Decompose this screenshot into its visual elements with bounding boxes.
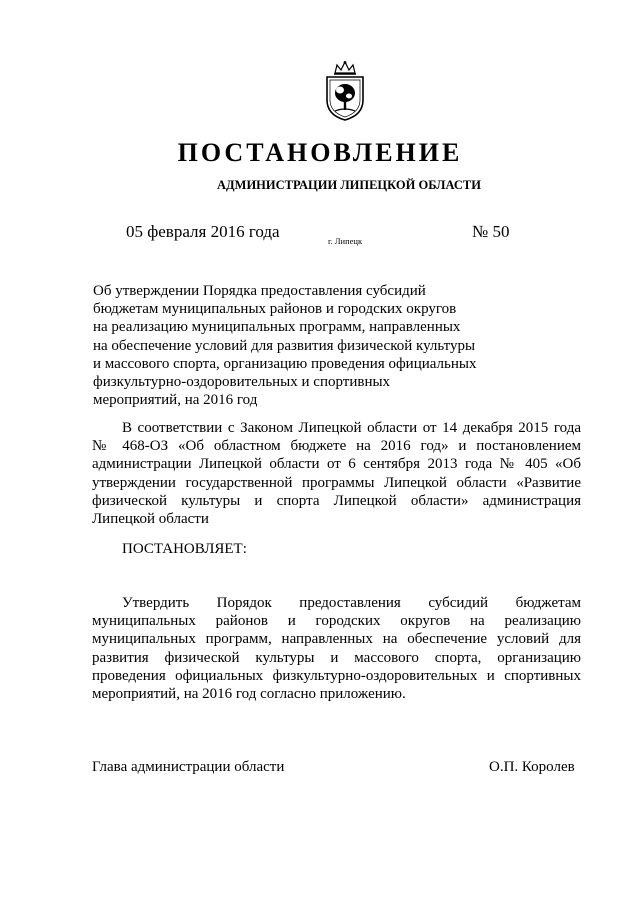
preamble-paragraph: В соответствии с Законом Липецкой области от 14 декабря 2015 года № 468-ОЗ «Об областном бюджете на 2016 год» и постановлением администрации Липецкой области от 6 сентября 2013 года № 405 «Об утверждении государственной программы Липецкой области «Развитие физической культуры и спорта Липецкой области» администрация Липецкой области [92,420,581,528]
document-title: ПОСТАНОВЛЕНИЕ [177,138,463,167]
heading-line: и массового спорта, организацию проведения официальных [93,355,477,372]
coat-of-arms-icon [323,60,367,122]
document-number: № 50 [472,222,510,241]
decree-word: ПОСТАНОВЛЯЕТ: [122,541,247,557]
resolution-paragraph: Утвердить Порядок предоставления субсидий бюджетам муниципальных районов и городских округов на реализацию муниципальных программ, направленных на обеспечение условий для развития физической культуры и массового спорта, организацию проведения официальных физкультурно-оздоровительных и спортивных мероприятий, на 2016 год согласно приложению. [92,595,581,703]
document-city: г. Липецк [328,236,363,246]
signatory-name: О.П. Королев [489,759,575,775]
document-heading [93,282,493,409]
heading-line: на обеспечение условий для развития физической культуры [93,337,476,354]
document-subtitle: АДМИНИСТРАЦИИ ЛИПЕЦКОЙ ОБЛАСТИ [217,178,481,192]
heading-line: мероприятий, на 2016 год [93,392,258,409]
heading-line: бюджетам муниципальных районов и городских округов [93,301,457,318]
heading-line: на реализацию муниципальных программ, направленных [93,319,461,336]
heading-line: физкультурно-оздоровительных и спортивных [93,374,391,391]
document-date: 05 февраля 2016 года [126,222,280,241]
signatory-position: Глава администрации области [92,759,285,775]
heading-line: Об утверждении Порядка предоставления субсидий [93,283,426,299]
